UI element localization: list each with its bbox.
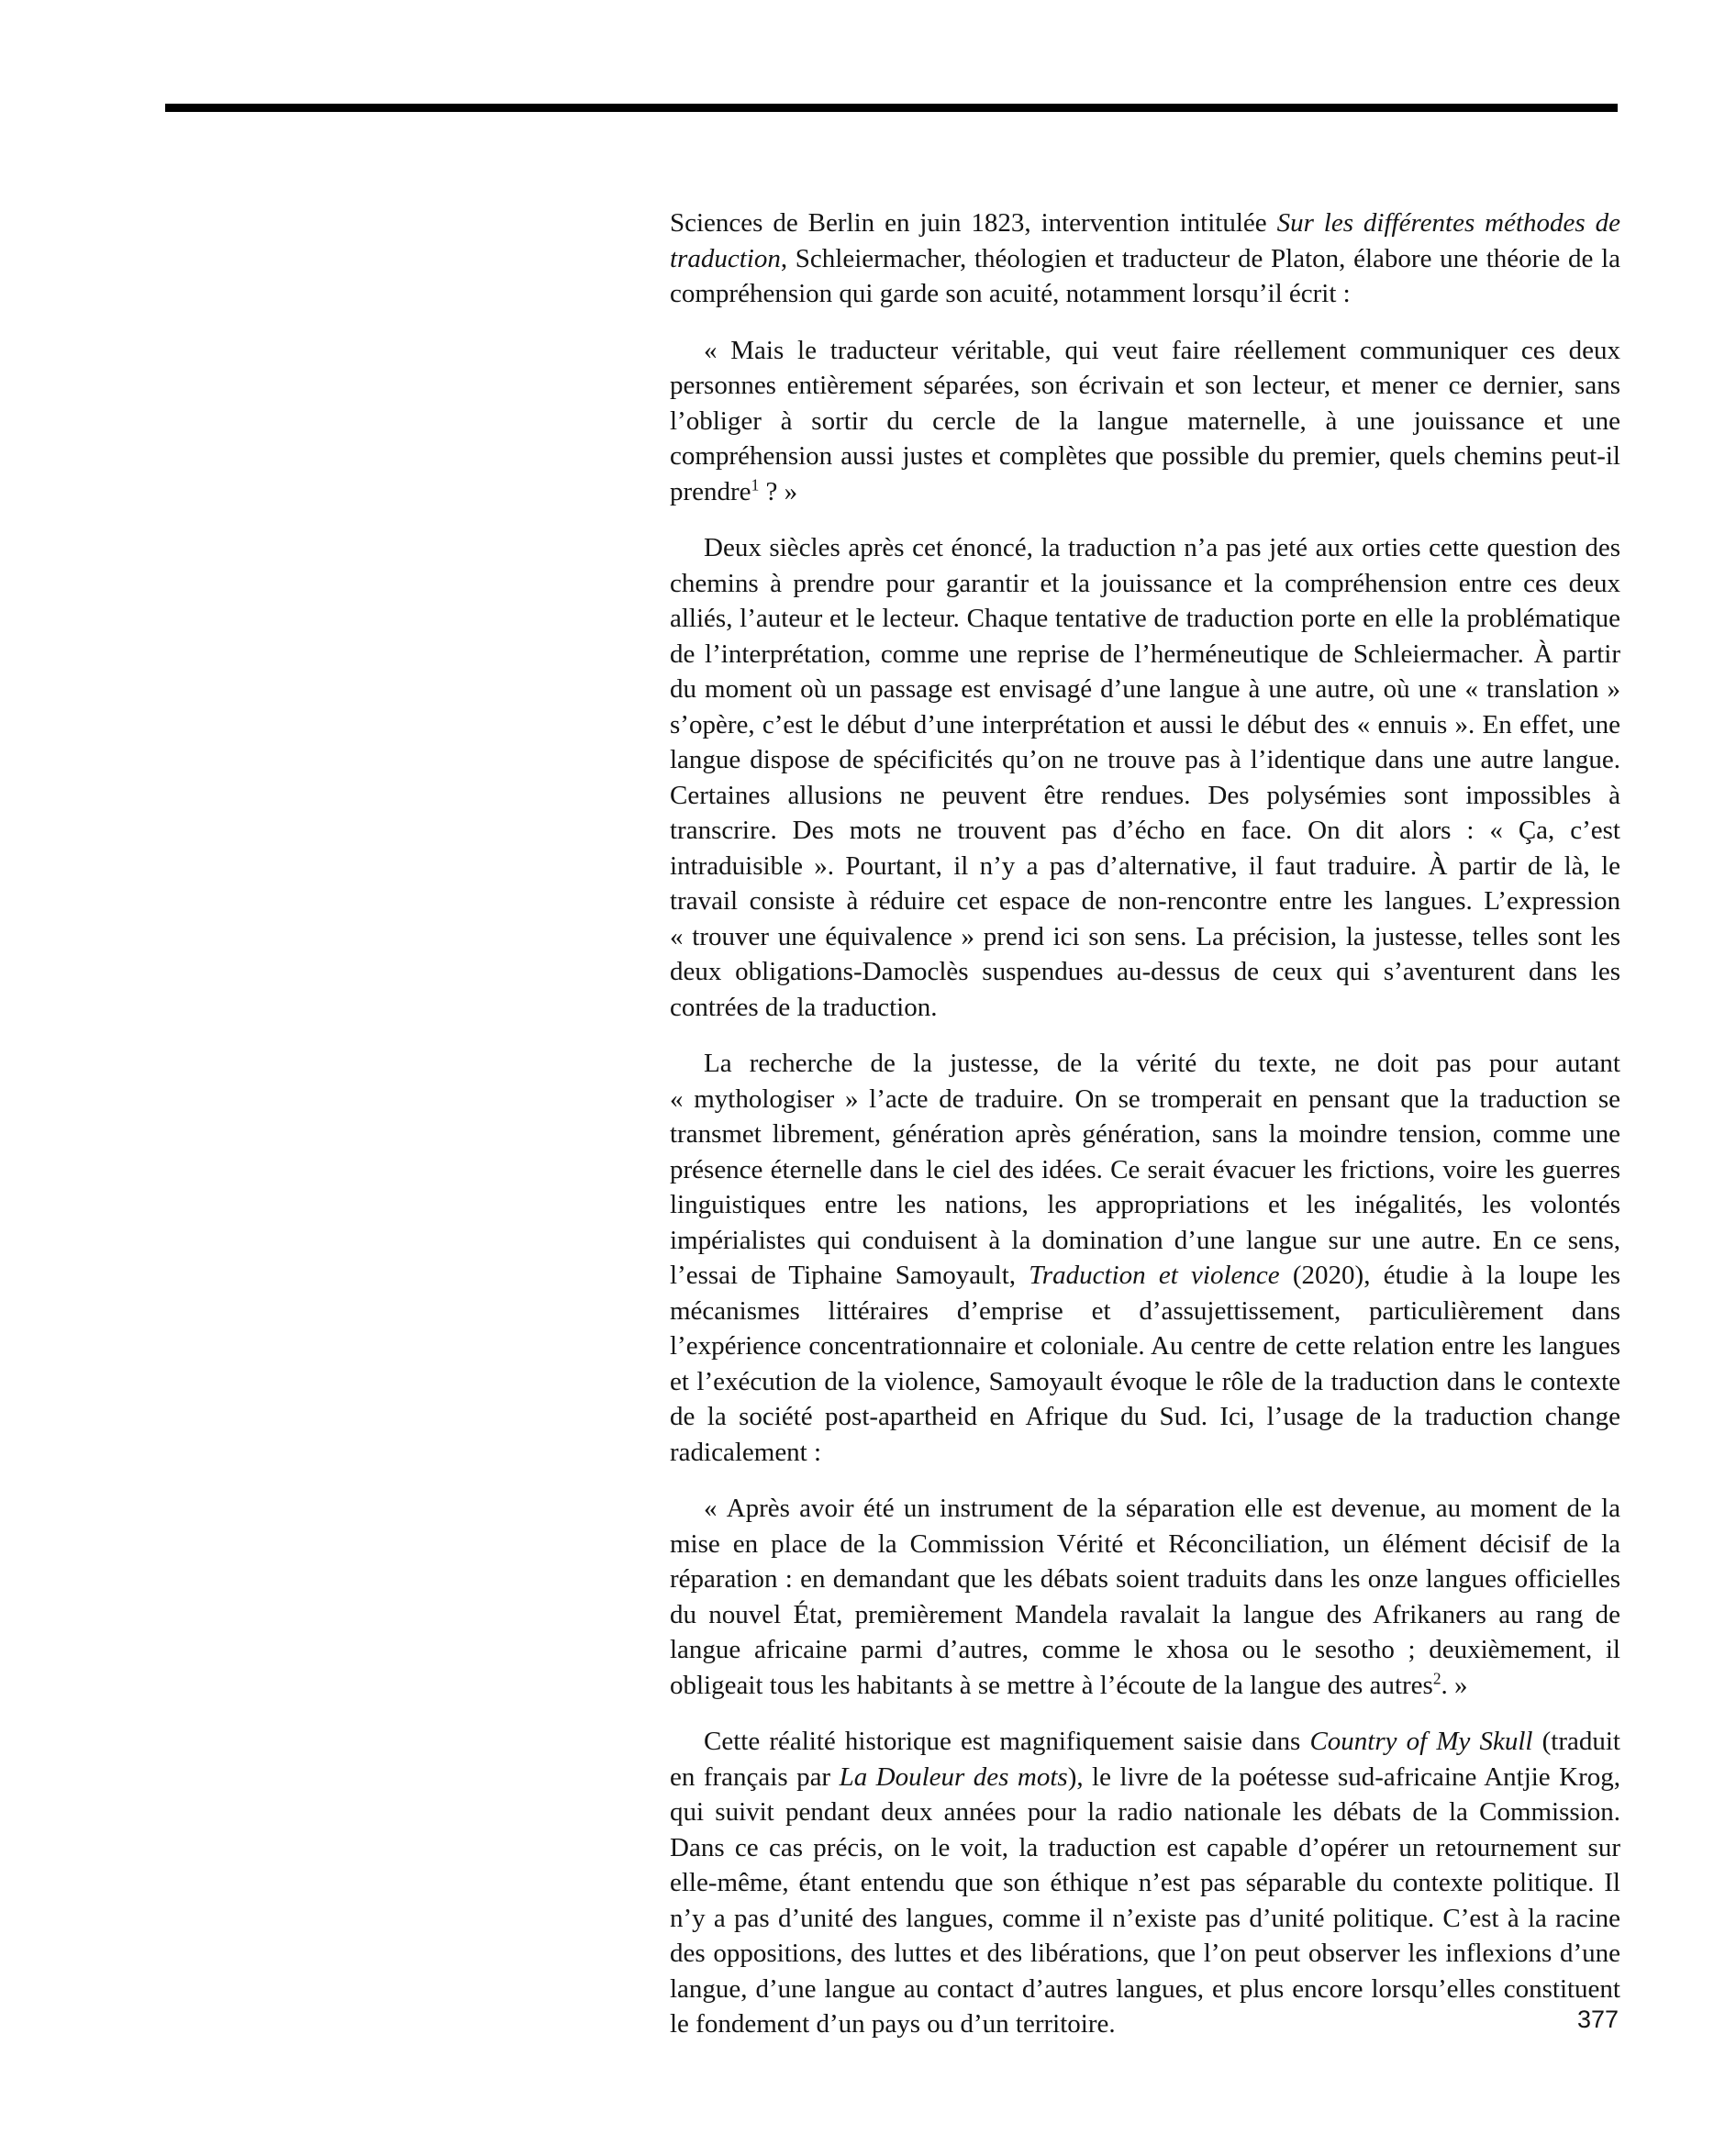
text-run: Sciences de Berlin en juin 1823, intervention intitulée [670,208,1277,238]
quote-paragraph [670,1491,1620,1703]
text-run: Cette réalité historique est magnifiquement saisie dans [704,1727,1310,1756]
text-run: La Douleur des mots [839,1761,1068,1792]
text-run: « Après avoir été un instrument de la séparation elle est devenue, au moment de la mise en place de la Commission Vérité et Réconciliation, un élément décisif de la réparation : en demandant que les débats soient traduits dans les onze langues officielles du nouvel État, premièrement Mandela ravalait la langue des Afrikaners au rang de langue africaine parmi d’autres, comme le xhosa ou le sesotho ; deuxièmement, il obligeait tous les habitants à se mettre à l’écoute de la langue des autres [670,1494,1620,1700]
text-run: Country of My Skull [1309,1727,1533,1756]
text-run: ), le livre de la poétesse sud-africaine Antjie Krog, qui suivit pendant deux années pour la radio nationale les débats de la Commission. Dans ce cas précis, on le voit, la traduction est capable d’opérer un retournement sur elle-même, étant entendu que son éthique n’est pas séparable du contexte politique. Il n’y a pas d’unité des langues, comme il n’existe pas d’unité politique. C’est à la racine des oppositions, des luttes et des libérations, que l’on peut observer les inflexions d’une langue, d’une langue au contact d’autres langues, et plus encore lorsqu’elles constituent le fondement d’un pays ou d’un territoire. [670,1761,1620,2039]
footnote-reference: 1 [751,474,760,494]
body-paragraph [670,1046,1620,1470]
text-column [670,206,1620,2042]
text-run: (2020), étudie à la loupe les mécanismes littéraires d’emprise et d’assujettissement, particulièrement dans l’expérience concentrationnaire et coloniale. Au centre de cette relation entre les langues et l’exécution de la violence, Samoyault évoque le rôle de la traduction dans le contexte de la société post-apartheid en Afrique du Sud. Ici, l’usage de la traduction change radicalement : [670,1261,1620,1467]
body-paragraph [670,1724,1620,2042]
footnote-reference: 2 [1432,1668,1441,1687]
text-run: Deux siècles après cet énoncé, la traduction n’a pas jeté aux orties cette question des chemins à prendre pour garantir et la jouissance et la compréhension entre ces deux alliés, l’auteur et le lecteur. Chaque tentative de traduction porte en elle la problématique de l’interprétation, comme une reprise de l’herméneutique de Schleiermacher. À partir du moment où un passage est envisagé d’une langue à une autre, où une « translation » s’opère, c’est le début d’une interprétation et aussi le début des « ennuis ». En effet, une langue dispose de spécificités qu’on ne trouve pas à l’identique dans une autre langue. Certaines allusions ne peuvent être rendues. Des polysémies sont impossibles à transcrire. Des mots ne trouvent pas d’écho en face. On dit alors : « Ça, c’est intraduisible ». Pourtant, il n’y a pas d’alternative, il faut traduire. À partir de là, le travail consiste à réduire cet espace de non-rencontre entre les langues. L’expression « trouver une équivalence » prend ici son sens. La précision, la justesse, telles sont les deux obligations-Damoclès suspendues au-dessus de ceux qui s’aventurent dans les contrées de la traduction. [670,533,1620,1022]
body-paragraph [670,530,1620,1025]
text-run: (traduit en français par [670,1727,1620,1792]
text-run: . » [1441,1670,1468,1700]
text-run: , Schleiermacher, théologien et traducteur de Platon, élabore une théorie de la compréhension qui garde son acuité, notamment lorsqu’il écrit : [670,243,1620,308]
top-rule [165,104,1618,112]
page-number: 377 [1576,2006,1619,2033]
text-run: « Mais le traducteur véritable, qui veut faire réellement communiquer ces deux personnes entièrement séparées, son écrivain et son lecteur, et mener ce dernier, sans l’obliger à sortir du cercle de la langue maternelle, à une jouissance et une compréhension aussi justes et complètes que possible du premier, quels chemins peut-il prendre [670,335,1620,506]
text-run: ? » [759,476,798,506]
text-run: La recherche de la justesse, de la vérité du texte, ne doit pas pour autant « mythologiser » l’acte de traduire. On se tromperait en pensant que la traduction se transmet librement, génération après génération, sans la moindre tension, comme une présence éternelle dans le ciel des idées. Ce serait évacuer les frictions, voire les guerres linguistiques entre les nations, les appropriations et les inégalités, les volontés impérialistes qui conduisent à la domination d’une langue sur une autre. En ce sens, l’essai de Tiphaine Samoyault, [670,1049,1620,1290]
text-run: Sur les différentes méthodes de traduction [670,208,1620,273]
text-run: Traduction et violence [1029,1261,1280,1290]
quote-paragraph [670,333,1620,510]
body-paragraph [670,206,1620,312]
